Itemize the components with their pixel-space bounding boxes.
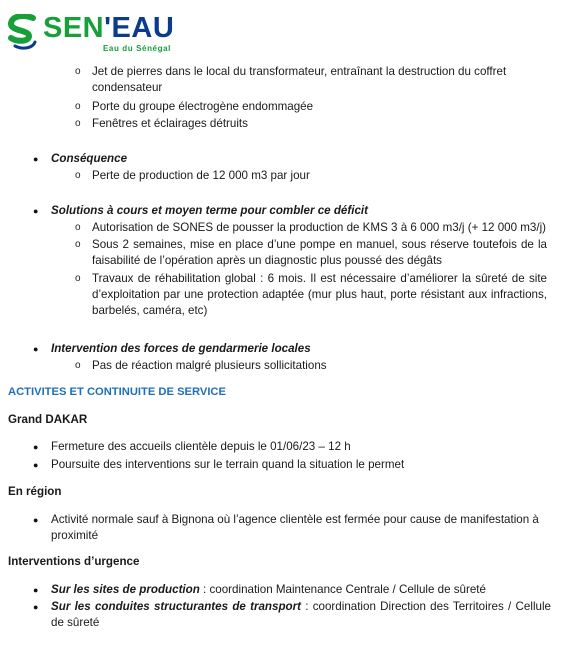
list-item: Perte de production de 12 000 m3 par jour bbox=[92, 169, 310, 182]
list-item: Activité normale sauf à Bignona où l’agence clientèle est fermée pour cause de manifestation à proximité bbox=[51, 513, 539, 542]
section-heading: Solutions à cours et moyen terme pour combler ce déficit bbox=[51, 204, 368, 217]
bullet-dot: ● bbox=[33, 344, 39, 354]
list-item: Travaux de réhabilitation global : 6 mois. Il est nécessaire d’améliorer la sûreté de site d’exploitation par une protection adaptée (mur plus haut, porte résistant aux infractions, barbelés, caméra, etc) bbox=[92, 272, 547, 317]
subsection-title: Grand DAKAR bbox=[8, 413, 88, 426]
list-item: Jet de pierres dans le local du transformateur, entraînant la destruction du coffret condensateur bbox=[92, 65, 507, 94]
bullet-dot: ● bbox=[33, 206, 39, 216]
list-item: Autorisation de SONES de pousser la production de KMS 3 à 6 000 m3/j (+ 12 000 m3/j) bbox=[92, 221, 547, 234]
circle-bullet: o bbox=[75, 118, 81, 129]
bullet-dot: ● bbox=[33, 585, 39, 595]
subsection-title: En région bbox=[8, 485, 62, 498]
circle-bullet: o bbox=[75, 222, 81, 233]
list-item: Fenêtres et éclairages détruits bbox=[92, 117, 248, 130]
item-label: Sur les conduites structurantes de transport bbox=[51, 600, 301, 613]
item-text: : coordination Direction des Territoires / Cellule de sûreté bbox=[51, 600, 551, 629]
list-item: Pas de réaction malgré plusieurs sollicitations bbox=[92, 359, 327, 372]
bullet-dot: ● bbox=[33, 515, 39, 525]
logo-wordmark: SEN'EAU bbox=[43, 12, 175, 44]
circle-bullet: o bbox=[75, 273, 81, 284]
bullet-dot: ● bbox=[33, 602, 39, 612]
list-item: Sous 2 semaines, mise en place d’une pompe en manuel, sous réserve toutefois de la faisabilité de l’opération après un diagnostic plus poussé des dégâts bbox=[92, 238, 547, 267]
subsection-title: Interventions d’urgence bbox=[8, 555, 140, 568]
section-title: ACTIVITES ET CONTINUITE DE SERVICE bbox=[8, 386, 226, 398]
logo bbox=[7, 6, 197, 56]
bullet-dot: ● bbox=[33, 154, 39, 164]
circle-bullet: o bbox=[75, 239, 81, 250]
bullet-dot: ● bbox=[33, 460, 39, 470]
circle-bullet: o bbox=[75, 360, 81, 371]
bullet-dot: ● bbox=[33, 442, 39, 452]
circle-bullet: o bbox=[75, 101, 81, 112]
list-item bbox=[51, 582, 486, 598]
section-heading: Intervention des forces de gendarmerie locales bbox=[51, 342, 311, 355]
sen-eau-logo-icon bbox=[7, 14, 39, 52]
circle-bullet: o bbox=[75, 66, 81, 77]
item-text: : coordination Maintenance Centrale / Cellule de sûreté bbox=[199, 583, 486, 596]
logo-tagline: Eau du Sénégal bbox=[103, 44, 171, 53]
list-item: Poursuite des interventions sur le terrain quand la situation le permet bbox=[51, 458, 405, 471]
item-label: Sur les sites de production bbox=[51, 583, 200, 596]
list-item: Porte du groupe électrogène endommagée bbox=[92, 100, 314, 113]
section-heading: Conséquence bbox=[51, 152, 128, 165]
list-item: Fermeture des accueils clientèle depuis le 01/06/23 – 12 h bbox=[51, 440, 351, 453]
circle-bullet: o bbox=[75, 170, 81, 181]
list-item bbox=[51, 599, 551, 631]
